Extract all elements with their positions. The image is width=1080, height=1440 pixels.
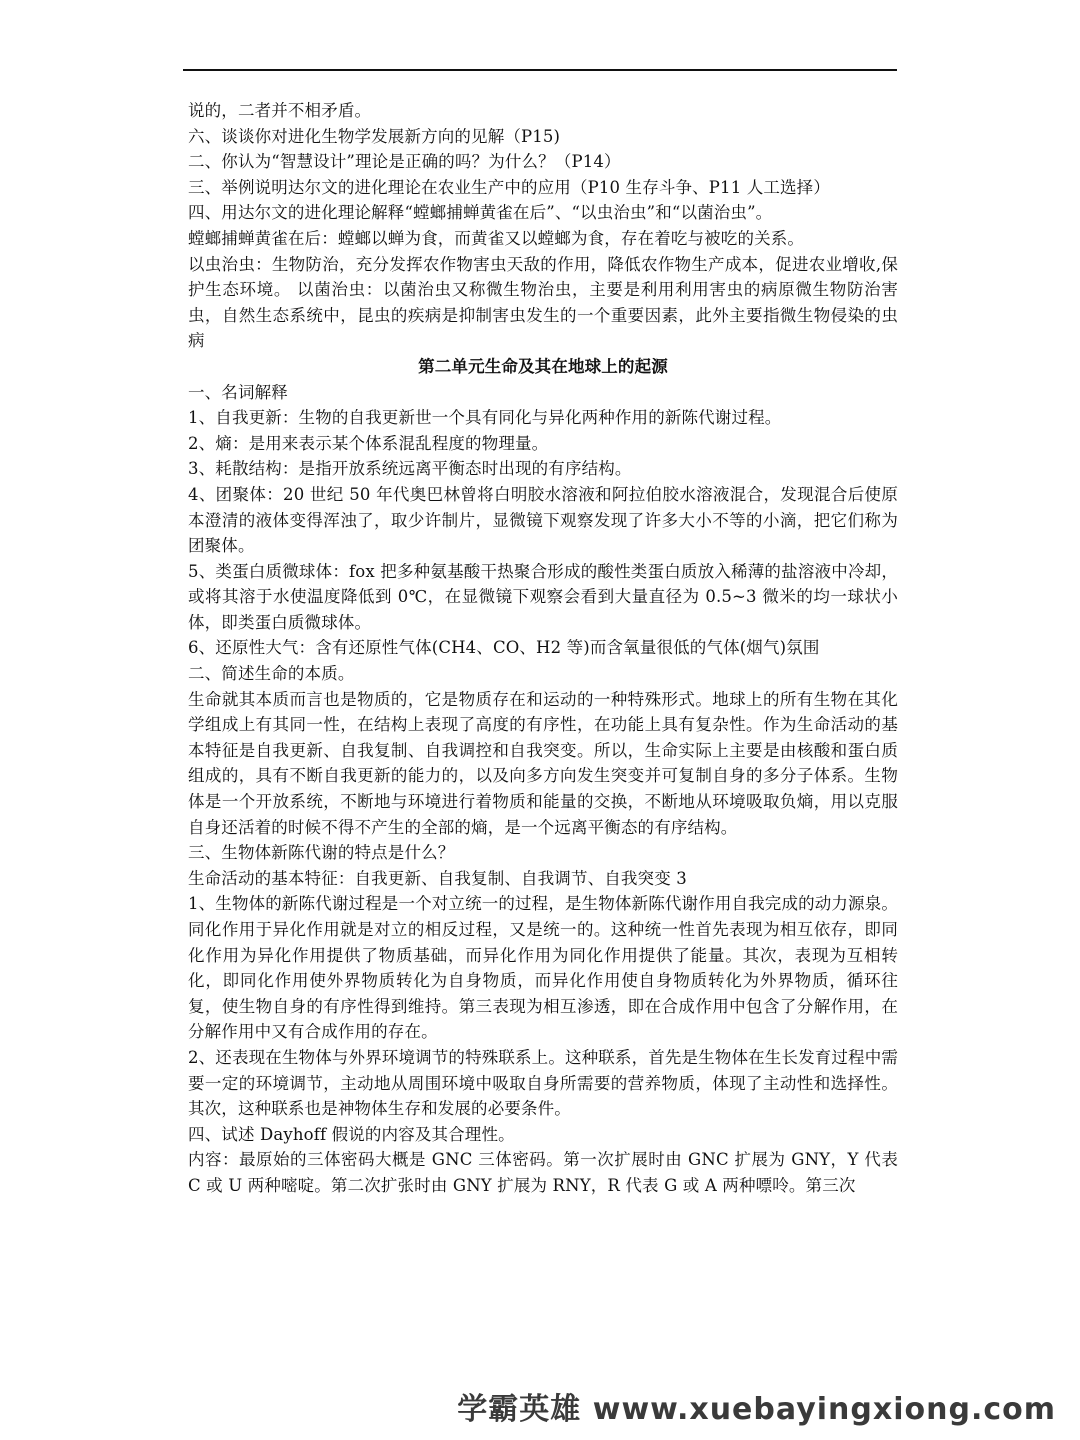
- definition-item: 2、熵：是用来表示某个体系混乱程度的物理量。: [188, 433, 549, 453]
- section-heading: 四、试述 Dayhoff 假说的内容及其合理性。: [188, 1124, 515, 1144]
- question-heading: 四、用达尔文的进化理论解释“螳螂捕蝉黄雀在后”、“以虫治虫”和“以菌治虫”。: [188, 203, 773, 223]
- paragraph: 说的，二者并不相矛盾。: [188, 101, 372, 120]
- paragraph: 螳螂捕蝉黄雀在后：螳螂以蝉为食，而黄雀又以螳螂为食，存在着吃与被吃的关系。: [188, 228, 805, 248]
- paragraph: 以虫治虫：生物防治，充分发挥农作物害虫天敌的作用，降低农作物生产成本，促进农业增收,保护生态环境。 以菌治虫：以菌治虫又称微生物治虫，主要是利用利用害虫的病原微生物防治害虫，自然生态系统中，昆虫的疾病是抑制害虫发生的一个重要因素，此外主要指微生物侵染的虫病: [188, 254, 898, 351]
- definition-item: 3、耗散结构：是指开放系统远离平衡态时出现的有序结构。: [188, 459, 632, 479]
- paragraph: 生命就其本质而言也是物质的，它是物质存在和运动的一种特殊形式。地球上的所有生物在其化学组成上有其同一性，在结构上表现了高度的有序性，在功能上具有复杂性。作为生命活动的基本特征是自我更新、自我复制、自我调控和自我突变。所以，生命实际上主要是由核酸和蛋白质组成的，具有不断自我更新的能力的，以及向多方向发生突变并可复制自身的多分子体系。生物体是一个开放系统，不断地与环境进行着物质和能量的交换，不断地从环境吸取负熵，用以克服自身还活着的时候不得不产生的全部的熵，是一个远离平衡态的有序结构。: [188, 689, 898, 837]
- definition-item: 6、还原性大气：含有还原性气体(CH4、CO、H2 等)而含氧量很低的气体(烟气)氛围: [188, 638, 820, 658]
- paragraph: 内容：最原始的三体密码大概是 GNC 三体密码。第一次扩展时由 GNC 扩展为 GNY，Y 代表 C 或 U 两种嘧啶。第二次扩张时由 GNY 扩展为 RNY，R 代表 G 或 A 两种嘌呤。第三次: [188, 1150, 898, 1195]
- paragraph: 1、生物体的新陈代谢过程是一个对立统一的过程，是生物体新陈代谢作用自我完成的动力源泉。同化作用于异化作用就是对立的相反过程，又是统一的。这种统一性首先表现为相互依存，即同化作用为异化作用提供了物质基础，而异化作用为同化作用提供了能量。其次，表现为互相转化，即同化作用使外界物质转化为自身物质，而异化作用使自身物质转化为外界物质，循环往复，使生物自身的有序性得到维持。第三表现为相互渗透，即在合成作用中包含了分解作用，在分解作用中又有合成作用的存在。: [188, 894, 898, 1042]
- section-heading: 二、简述生命的本质。: [188, 664, 355, 684]
- question-heading: 六、谈谈你对进化生物学发展新方向的见解（P15): [188, 126, 561, 146]
- definition-item: 4、团聚体：20 世纪 50 年代奥巴林曾将白明胶水溶液和阿拉伯胶水溶液混合，发现混合后使原本澄清的液体变得浑浊了，取少许制片，显微镜下观察发现了许多大小不等的小滴，把它们称为团聚体。: [188, 484, 898, 556]
- definition-item: 1、自我更新：生物的自我更新世一个具有同化与异化两种作用的新陈代谢过程。: [188, 408, 782, 428]
- paragraph: 2、还表现在生物体与外界环境调节的特殊联系上。这种联系，首先是生物体在生长发育过程中需要一定的环境调节，主动地从周围环境中吸取自身所需要的营养物质，体现了主动性和选择性。其次，这种联系也是神物体生存和发展的必要条件。: [188, 1047, 898, 1119]
- definition-item: 5、类蛋白质微球体：fox 把多种氨基酸干热聚合形成的酸性类蛋白质放入稀薄的盐溶液中冷却，或将其溶于水使温度降低到 0℃，在显微镜下观察会看到大量直径为 0.5~3 微米的均一球状小体，即类蛋白质微球体。: [188, 561, 898, 632]
- site-watermark: 学霸英雄 www.xuebayingxiong.com: [457, 1392, 1056, 1427]
- document-body: [188, 98, 898, 1199]
- paragraph: 生命活动的基本特征：自我更新、自我复制、自我调节、自我突变 3: [188, 868, 687, 888]
- section-heading: 三、生物体新陈代谢的特点是什么？: [188, 843, 455, 863]
- header-rule: [183, 69, 897, 71]
- section-heading: 一、名词解释: [188, 382, 288, 402]
- question-heading: 三、举例说明达尔文的进化理论在农业生产中的应用（P10 生存斗争、P11 人工选择）: [188, 177, 830, 197]
- question-heading: 二、你认为“智慧设计”理论是正确的吗？为什么？（P14）: [188, 152, 621, 172]
- unit-title: 第二单元生命及其在地球上的起源: [418, 356, 668, 376]
